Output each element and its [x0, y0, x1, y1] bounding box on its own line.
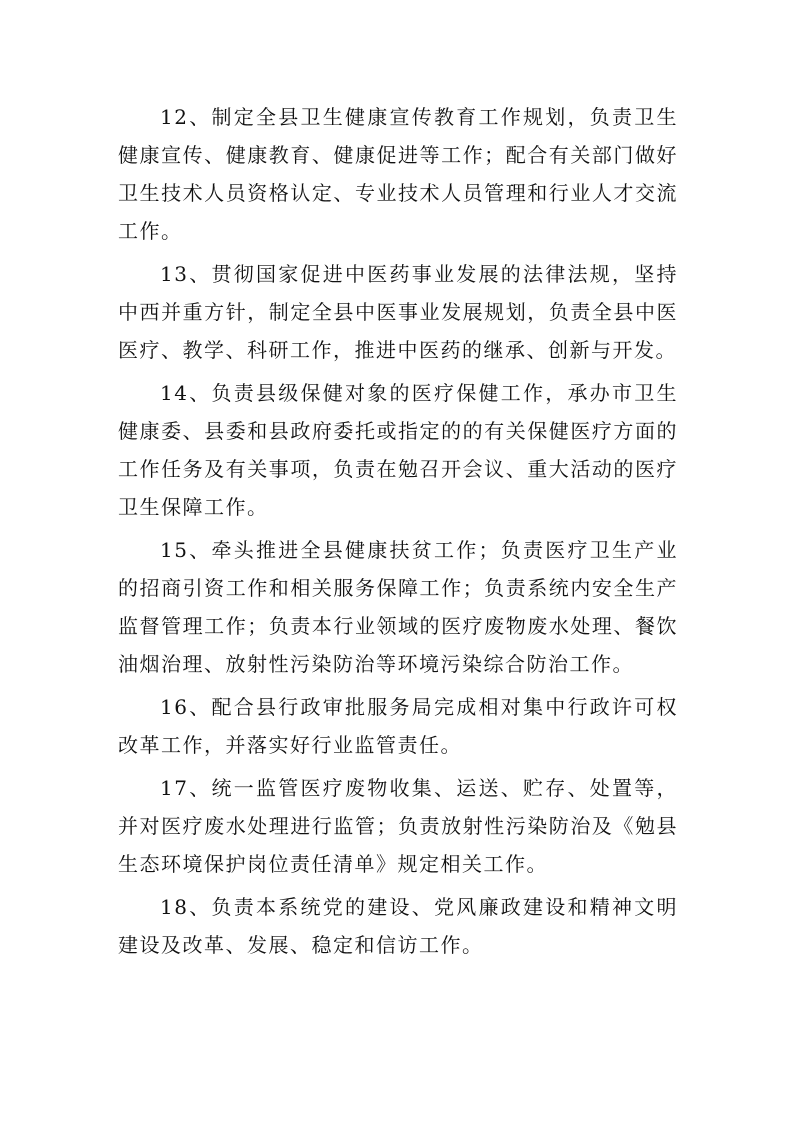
paragraph-12: 12、制定全县卫生健康宣传教育工作规划，负责卫生健康宣传、健康教育、健康促进等工作；配合有关部门做好卫生技术人员资格认定、专业技术人员管理和行业人才交流工作。	[118, 105, 678, 243]
paragraph-18: 18、负责本系统党的建设、党风廉政建设和精神文明建设及改革、发展、稳定和信访工作。	[118, 895, 678, 957]
paragraph-16: 16、配合县行政审批服务局完成相对集中行政许可权改革工作，并落实好行业监管责任。	[118, 695, 678, 757]
paragraph-15: 15、牵头推进全县健康扶贫工作；负责医疗卫生产业的招商引资工作和相关服务保障工作；负责系统内安全生产监督管理工作；负责本行业领域的医疗废物废水处理、餐饮油烟治理、放射性污染防治等环境污染综合防治工作。	[118, 538, 678, 676]
paragraph-17: 17、统一监管医疗废物收集、运送、贮存、处置等，并对医疗废水处理进行监管；负责放射性污染防治及《勉县生态环境保护岗位责任清单》规定相关工作。	[118, 776, 678, 876]
paragraph-14: 14、负责县级保健对象的医疗保健工作，承办市卫生健康委、县委和县政府委托或指定的的有关保健医疗方面的工作任务及有关事项，负责在勉召开会议、重大活动的医疗卫生保障工作。	[118, 381, 678, 519]
document-body	[118, 98, 678, 969]
paragraph-13: 13、贯彻国家促进中医药事业发展的法律法规，坚持中西并重方针，制定全县中医事业发展规划，负责全县中医医疗、教学、科研工作，推进中医药的继承、创新与开发。	[118, 262, 678, 362]
